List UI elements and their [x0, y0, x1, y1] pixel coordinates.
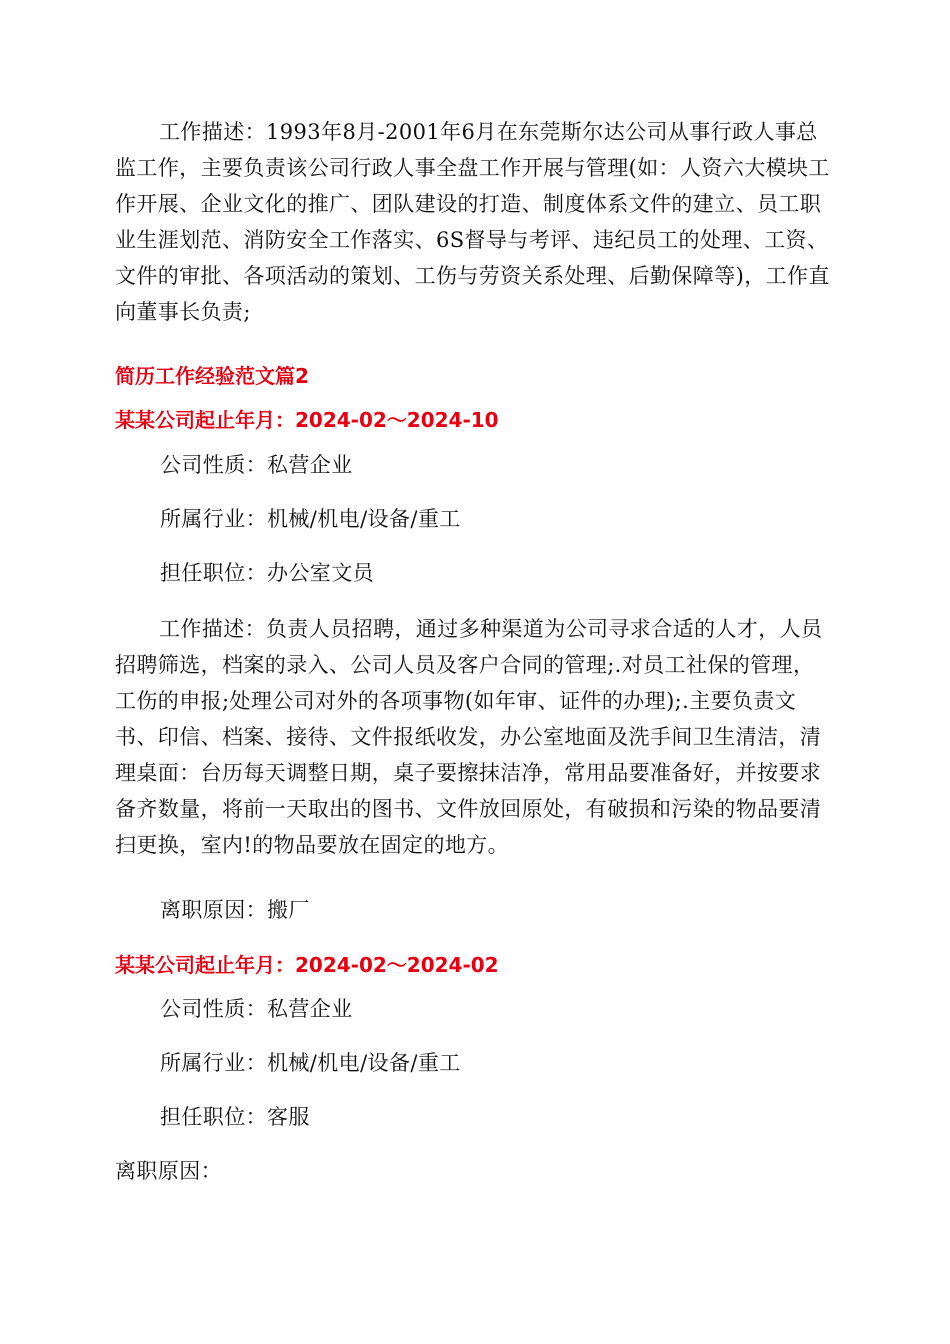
intro-paragraph: 工作描述：1993年8月-2001年6月在东莞斯尔达公司从事行政人事总监工作，主要负责该公司行政人事全盘工作开展与管理(如：人资六大模块工作开展、企业文化的推广、团队建设的打造、制度体系文件的建立、员工职业生涯划范、消防安全工作落实、6S督导与考评、违纪员工的处理、工资、文件的审批、各项活动的策划、工伤与劳资关系处理、后勤保障等)，工作直向董事长负责; — [115, 120, 830, 324]
position: 担任职位：办公室文员 — [160, 561, 374, 585]
job-description: 工作描述：负责人员招聘，通过多种渠道为公司寻求合适的人才，人员招聘筛选，档案的录入、公司人员及客户合同的管理;.对员工社保的管理，工伤的申报;处理公司对外的各项事物(如年审、证件的办理);.主要负责文书、印信、档案、接待、文件报纸收发，办公室地面及洗手间卫生清洁，清理桌面：台历每天调整日期，桌子要擦抹洁净，常用品要准备好，并按要求备齐数量，将前一天取出的图书、文件放回原处，有破损和污染的物品要清扫更换，室内!的物品要放在固定的地方。 — [115, 617, 823, 857]
leave-reason: 离职原因：搬厂 — [160, 898, 310, 922]
section-title: 简历工作经验范文篇2 — [115, 364, 309, 388]
company-nature: 公司性质：私营企业 — [160, 997, 353, 1021]
job-heading: 某某公司起止年月：2024-02～2024-02 — [115, 953, 499, 977]
industry: 所属行业：机械/机电/设备/重工 — [160, 507, 461, 531]
company-nature: 公司性质：私营企业 — [160, 453, 353, 477]
industry: 所属行业：机械/机电/设备/重工 — [160, 1051, 461, 1075]
leave-reason: 离职原因： — [115, 1159, 222, 1183]
position: 担任职位：客服 — [160, 1105, 310, 1129]
job-heading: 某某公司起止年月：2024-02～2024-10 — [115, 408, 499, 432]
